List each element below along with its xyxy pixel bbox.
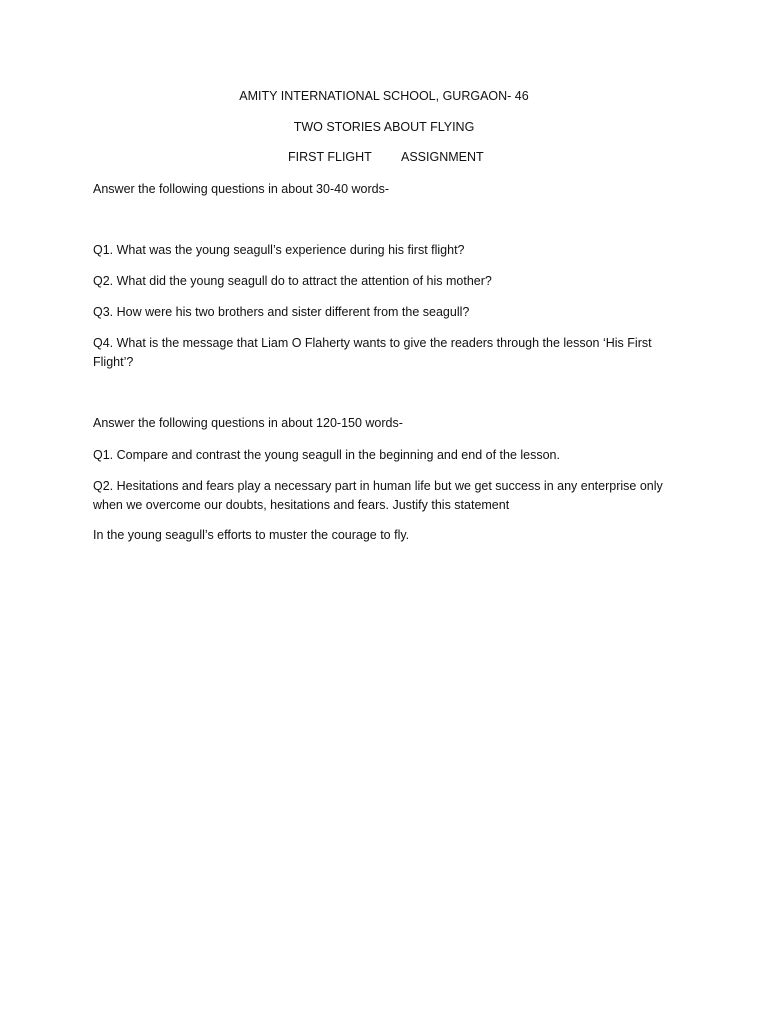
long-question-2-continuation: In the young seagull’s efforts to muster the courage to fly. (93, 528, 410, 542)
chapter-title: FIRST FLIGHT (288, 150, 372, 164)
long-question-1: Q1. Compare and contrast the young seagull in the beginning and end of the lesson. (93, 448, 560, 462)
short-question-2: Q2. What did the young seagull do to attract the attention of his mother? (93, 274, 492, 288)
school-title: AMITY INTERNATIONAL SCHOOL, GURGAON- 46 (239, 89, 529, 103)
long-answer-instruction: Answer the following questions in about 120-150 words- (93, 416, 403, 430)
short-question-4: Q4. What is the message that Liam O Flaherty wants to give the readers through the lesson ‘His First Flight’? (93, 336, 652, 369)
unit-title: TWO STORIES ABOUT FLYING (293, 120, 475, 134)
short-question-1: Q1. What was the young seagull’s experience during his first flight? (93, 243, 465, 257)
assignment-label: ASSIGNMENT (401, 150, 484, 164)
short-answer-instruction: Answer the following questions in about 30-40 words- (93, 182, 390, 196)
chapter-heading-row (0, 148, 768, 167)
long-question-2: Q2. Hesitations and fears play a necessary part in human life but we get success in any enterprise only when we overcome our doubts, hesitations and fears. Justify this statement (93, 479, 663, 512)
short-question-3: Q3. How were his two brothers and sister different from the seagull? (93, 305, 470, 319)
